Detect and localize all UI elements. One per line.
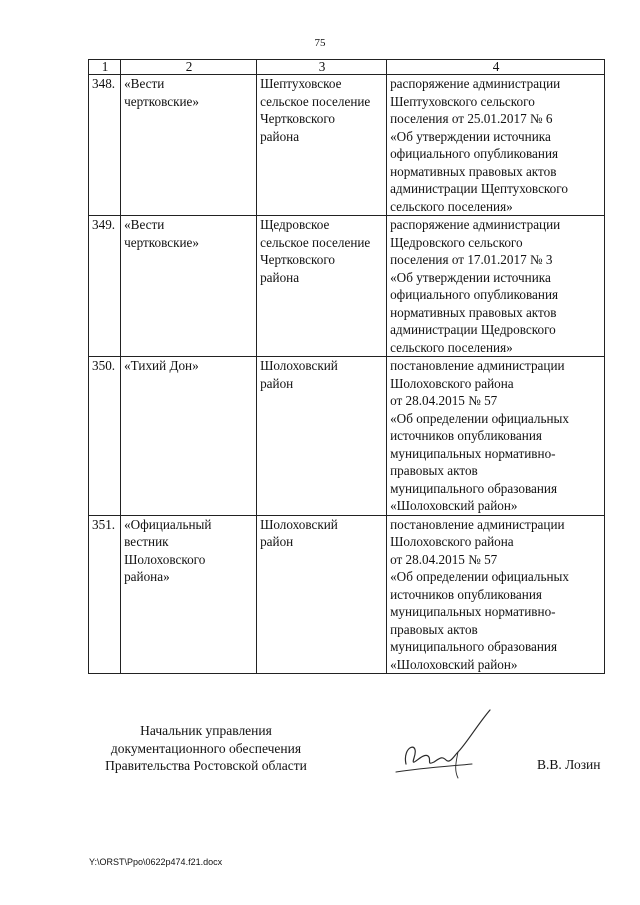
row-number: 348. xyxy=(89,75,121,216)
legal-document-line: «Шолоховский район» xyxy=(390,498,518,513)
legal-document xyxy=(387,515,605,674)
publication-name xyxy=(121,216,257,357)
legal-document-line: Шептуховского сельского xyxy=(390,93,535,109)
signatory-name: В.В. Лозин xyxy=(537,757,601,772)
legal-document xyxy=(387,75,605,216)
legal-document-line: поселения от 17.01.2017 № 3 xyxy=(390,252,553,267)
legal-document-line: нормативных правовых актов xyxy=(390,304,557,320)
table-body xyxy=(89,75,605,674)
column-header-3: 3 xyxy=(257,60,387,75)
publication-name-line: района» xyxy=(124,569,170,584)
legal-document-line: правовых актов xyxy=(390,463,478,478)
legal-document-line: «Шолоховский район» xyxy=(390,656,518,672)
column-header-4: 4 xyxy=(387,60,605,75)
territory-name-line: Шолоховский xyxy=(260,358,338,373)
legal-document-line: Шолоховского района xyxy=(390,375,514,391)
legal-document-line: источников опубликования xyxy=(390,428,542,443)
territory-name xyxy=(257,357,387,516)
territory-name xyxy=(257,75,387,216)
territory-name-line: Чертковского xyxy=(260,252,336,267)
publication-name-line: «Тихий Дон» xyxy=(124,358,199,373)
legal-document-line: источников опубликования xyxy=(390,586,542,602)
table-row xyxy=(89,515,605,674)
publication-name-line: чертковские» xyxy=(124,93,199,109)
signatory-title-line: Начальник управления xyxy=(140,723,272,738)
territory-name-line: Чертковского xyxy=(260,111,336,126)
legal-document-line: «Об утверждении источника xyxy=(390,128,551,144)
legal-document-line: постановление администрации xyxy=(390,358,565,373)
publication-name-line: «Вести xyxy=(124,76,165,91)
legal-document-line: администрации Щептуховского xyxy=(390,181,568,196)
handwritten-signature xyxy=(362,706,502,791)
publication-name xyxy=(121,75,257,216)
legal-document-line: распоряжение администрации xyxy=(390,217,561,232)
legal-document-line: сельского поселения» xyxy=(390,198,513,214)
territory-name-line: район xyxy=(260,375,294,391)
column-header-1: 1 xyxy=(89,60,121,75)
territory-name-line: сельское поселение xyxy=(260,234,371,250)
legal-document-line: муниципального образования xyxy=(390,480,558,496)
publication-name-line: вестник xyxy=(124,534,169,549)
table-header-row xyxy=(89,60,605,75)
legal-document-line: Шолоховского района xyxy=(390,534,514,549)
publication-name-line: чертковские» xyxy=(124,234,199,250)
legal-document-line: официального опубликования xyxy=(390,287,559,302)
legal-document xyxy=(387,357,605,516)
row-number: 351. xyxy=(89,515,121,674)
legal-document xyxy=(387,216,605,357)
legal-document-line: официального опубликования xyxy=(390,146,559,161)
row-number: 349. xyxy=(89,216,121,357)
territory-name xyxy=(257,216,387,357)
column-header-2: 2 xyxy=(121,60,257,75)
legal-document-line: от 28.04.2015 № 57 xyxy=(390,393,498,408)
publication-name xyxy=(121,515,257,674)
legal-document-line: правовых актов xyxy=(390,621,478,637)
legal-document-line: Щедровского сельского xyxy=(390,234,523,250)
territory-name-line: района xyxy=(260,128,300,144)
publication-name-line: Шолоховского xyxy=(124,551,206,567)
territory-name xyxy=(257,515,387,674)
legal-document-line: муниципальных нормативно- xyxy=(390,604,556,619)
legal-document-line: поселения от 25.01.2017 № 6 xyxy=(390,111,553,126)
legal-document-line: «Об определении официальных xyxy=(390,569,569,584)
signatory-title xyxy=(88,722,324,775)
registry-table xyxy=(88,59,605,674)
legal-document-line: постановление администрации xyxy=(390,516,565,532)
legal-document-line: нормативных правовых актов xyxy=(390,163,557,179)
row-number: 350. xyxy=(89,357,121,516)
territory-name-line: Шолоховский xyxy=(260,516,338,532)
table-row xyxy=(89,357,605,516)
publication-name-line: «Вести xyxy=(124,217,165,232)
territory-name-line: Шептуховское xyxy=(260,76,342,91)
legal-document-line: распоряжение администрации xyxy=(390,76,561,91)
legal-document-line: «Об утверждении источника xyxy=(390,269,551,285)
signatory-title-line: Правительства Ростовской области xyxy=(105,758,307,773)
territory-name-line: Щедровское xyxy=(260,217,330,232)
table-row xyxy=(89,75,605,216)
legal-document-line: муниципального образования xyxy=(390,639,558,654)
page-number: 75 xyxy=(314,37,326,49)
publication-name-line: «Официальный xyxy=(124,516,212,532)
legal-document-line: от 28.04.2015 № 57 xyxy=(390,551,498,567)
legal-document-line: администрации Щедровского xyxy=(390,322,556,337)
territory-name-line: сельское поселение xyxy=(260,93,371,109)
legal-document-line: муниципальных нормативно- xyxy=(390,445,556,461)
territory-name-line: района xyxy=(260,269,300,285)
legal-document-line: «Об определении официальных xyxy=(390,410,569,426)
legal-document-line: сельского поселения» xyxy=(390,339,513,355)
table-row xyxy=(89,216,605,357)
file-path: Y:\ORST\Ppo\0622p474.f21.docx xyxy=(89,857,223,867)
publication-name xyxy=(121,357,257,516)
signatory-title-line: документационного обеспечения xyxy=(110,740,302,756)
territory-name-line: район xyxy=(260,534,294,549)
